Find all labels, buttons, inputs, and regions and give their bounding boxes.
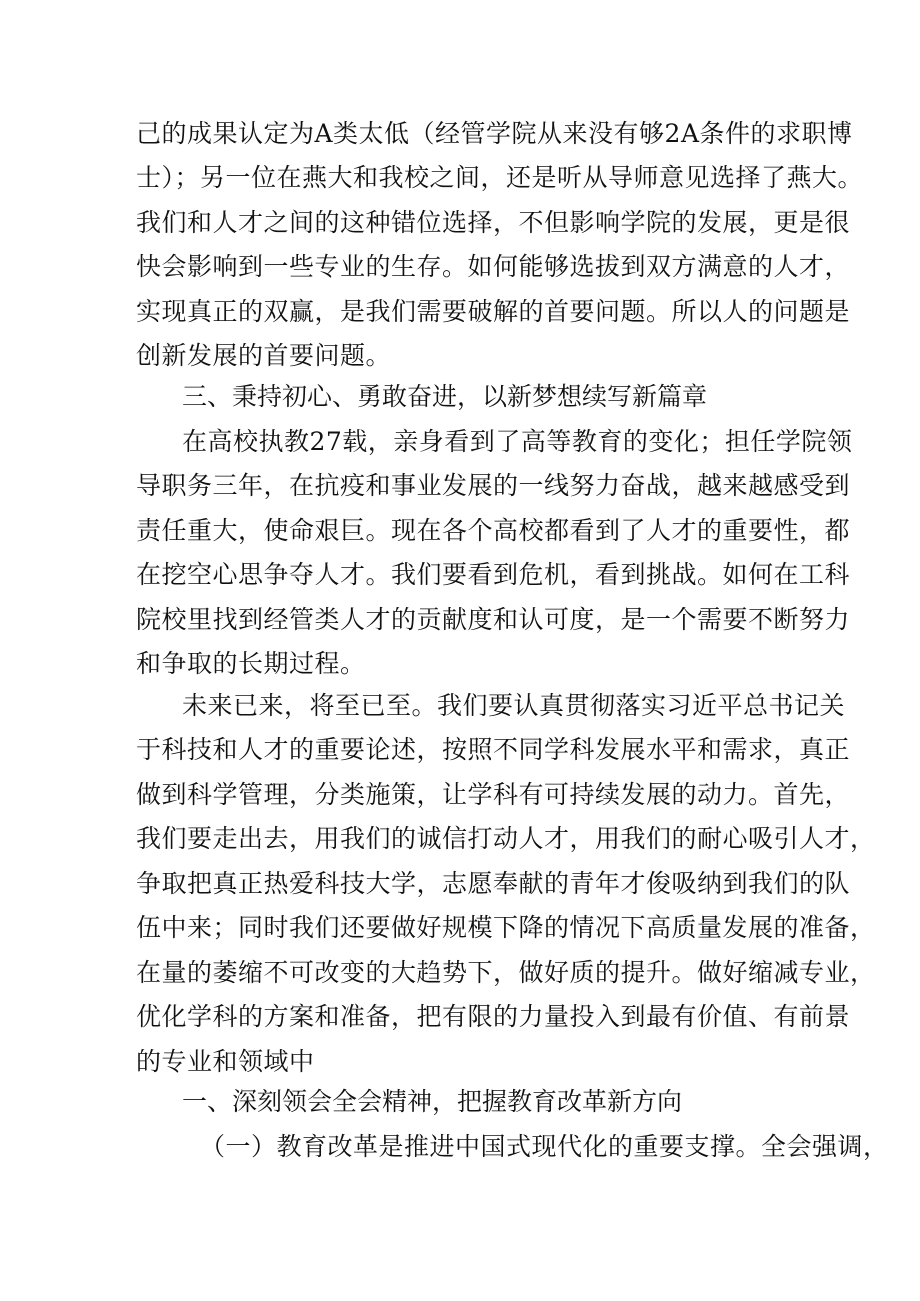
paragraph-line: 在高校执教27载，亲身看到了高等教育的变化；担任学院领 (182, 427, 853, 456)
paragraph-line: 优化学科的方案和准备，把有限的力量投入到最有价值、有前景 (136, 1002, 851, 1031)
paragraph-line: 于科技和人才的重要论述，按照不同学科发展水平和需求，真正 (136, 735, 851, 764)
paragraph-line: 伍中来；同时我们还要做好规模下降的情况下高质量发展的准备， (136, 913, 876, 942)
paragraph-line: 在挖空心思争夺人才。我们要看到危机，看到挑战。如何在工科 (136, 560, 851, 589)
paragraph-line: 创新发展的首要问题。 (136, 341, 392, 370)
paragraph-line: 在量的萎缩不可改变的大趋势下，做好质的提升。做好缩减专业， (136, 958, 876, 987)
paragraph-line: 快会影响到一些专业的生存。如何能够选拔到双方满意的人才， (136, 252, 851, 281)
paragraph-line: 责任重大，使命艰巨。现在各个高校都看到了人才的重要性，都 (136, 516, 851, 545)
paragraph-line: 做到科学管理，分类施策，让学科有可持续发展的动力。首先， (136, 780, 851, 809)
paragraph-line: 导职务三年，在抗疫和事业发展的一线努力奋战，越来越感受到 (136, 471, 851, 500)
paragraph-line: 士）；另一位在燕大和我校之间，还是听从导师意见选择了燕大。 (136, 163, 864, 192)
paragraph-line: 院校里找到经管类人才的贡献度和认可度，是一个需要不断努力 (136, 605, 851, 634)
paragraph-line: 实现真正的双赢，是我们需要破解的首要问题。所以人的问题是 (136, 297, 851, 326)
section-heading: 三、秉持初心、勇敢奋进，以新梦想续写新篇章 (182, 382, 708, 411)
paragraph-line: 未来已来，将至已至。我们要认真贯彻落实习近平总书记关 (182, 691, 846, 720)
paragraph-line: 己的成果认定为A类太低（经管学院从来没有够2A条件的求职博 (136, 119, 853, 148)
paragraph-line: （一）教育改革是推进中国式现代化的重要支撑。全会强调， (200, 1132, 889, 1161)
paragraph-line: 我们和人才之间的这种错位选择，不但影响学院的发展，更是很 (136, 208, 851, 237)
paragraph-line: 和争取的长期过程。 (136, 649, 366, 678)
section-heading: 一、深刻领会全会精神，把握教育改革新方向 (182, 1087, 683, 1116)
paragraph-line: 我们要走出去，用我们的诚信打动人才，用我们的耐心吸引人才， (136, 824, 876, 853)
paragraph-line: 的专业和领域中 (136, 1047, 315, 1076)
paragraph-line: 争取把真正热爱科技大学，志愿奉献的青年才俊吸纳到我们的队 (136, 869, 851, 898)
